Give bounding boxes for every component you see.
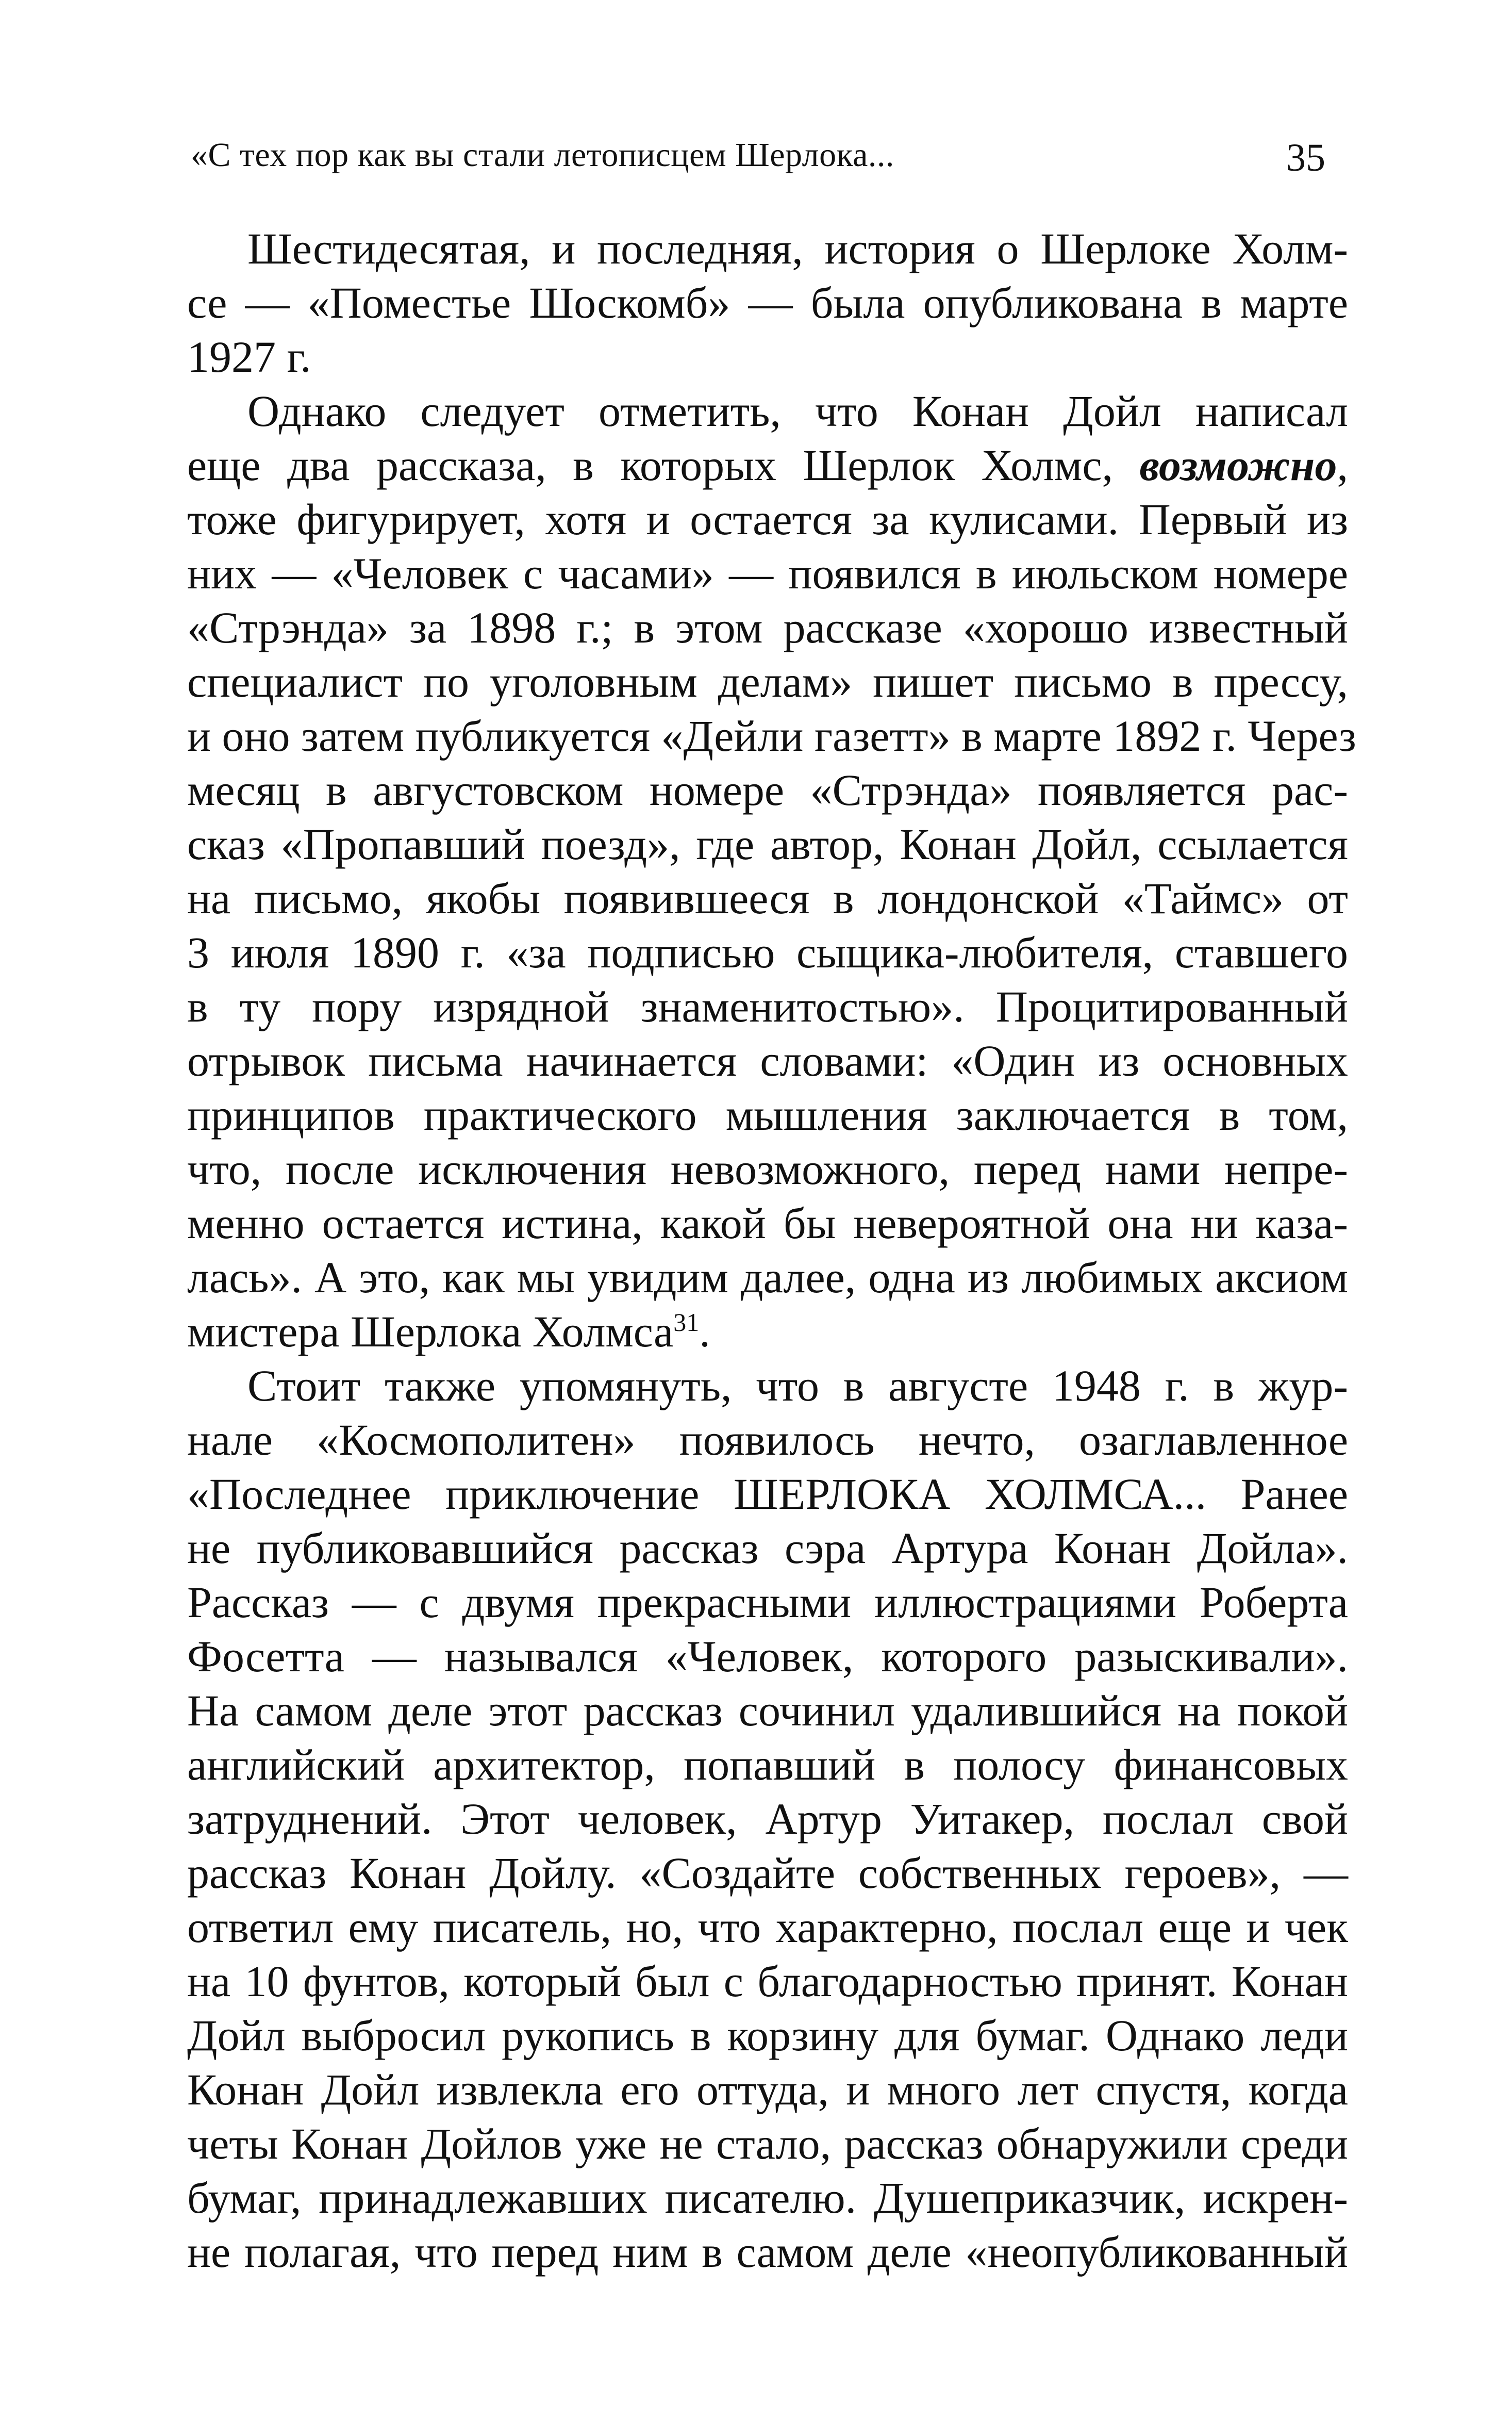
text-line: 1927 г. bbox=[187, 332, 311, 382]
text-line: них — «Человек с часами» — появился в июльском номере bbox=[187, 549, 1348, 598]
text-line: и оно затем публикуется «Дейли газетт» в марте 1892 г. Через bbox=[187, 711, 1356, 761]
text-line: «Последнее приключение ШЕРЛОКА ХОЛМСА... Ранее bbox=[187, 1469, 1348, 1519]
text-line: На самом деле этот рассказ сочинил удалившийся на покой bbox=[187, 1686, 1348, 1735]
text-line: Стоит также упомянуть, что в августе 1948 г. в жур- bbox=[247, 1361, 1348, 1410]
text-line: рассказ Конан Дойлу. «Создайте собственных героев», — bbox=[187, 1848, 1348, 1898]
text-line: в ту пору изрядной знаменитостью». Процитированный bbox=[187, 982, 1348, 1031]
text-line: не полагая, что перед ним в самом деле «неопубликованный bbox=[187, 2227, 1348, 2277]
emphasis-trailing: , bbox=[1337, 440, 1348, 490]
text-line: сказ «Пропавший поезд», где автор, Конан Дойл, ссылается bbox=[187, 819, 1348, 869]
footnote-trailing: . bbox=[699, 1307, 710, 1356]
text-line: тоже фигурирует, хотя и остается за кулисами. Первый из bbox=[187, 495, 1348, 544]
text-line: четы Конан Дойлов уже не стало, рассказ обнаружили среди bbox=[187, 2119, 1348, 2168]
emphasis-word: возможно bbox=[1139, 440, 1337, 490]
text-line: на письмо, якобы появившееся в лондонской «Таймс» от bbox=[187, 874, 1348, 923]
text-line: месяц в августовском номере «Стрэнда» появляется рас- bbox=[187, 765, 1348, 815]
text-line: ответил ему писатель, но, что характерно, послал еще и чек bbox=[187, 1902, 1348, 1952]
text-line: не публиковавшийся рассказ сэра Артура Конан Дойла». bbox=[187, 1523, 1348, 1573]
page-number: 35 bbox=[1286, 136, 1325, 179]
text-line: специалист по уголовным делам» пишет письмо в прессу, bbox=[187, 657, 1348, 706]
running-head: «С тех пор как вы стали летописцем Шерлока... bbox=[191, 136, 894, 174]
footnote-marker: 31 bbox=[673, 1308, 700, 1337]
text-line: 3 июля 1890 г. «за подписью сыщика-любителя, ставшего bbox=[187, 928, 1348, 977]
text-line bbox=[187, 1305, 1348, 1359]
text-line: «Стрэнда» за 1898 г.; в этом рассказе «хорошо известный bbox=[187, 603, 1348, 652]
text-line: Конан Дойл извлекла его оттуда, и много лет спустя, когда bbox=[187, 2065, 1348, 2114]
text-line: Рассказ — с двумя прекрасными иллюстрациями Роберта bbox=[187, 1577, 1348, 1627]
text-line: отрывок письма начинается словами: «Один из основных bbox=[187, 1036, 1348, 1085]
text-line-lead: еще два рассказа, в которых Шерлок Холмс, bbox=[187, 440, 1114, 490]
text-line: английский архитектор, попавший в полосу финансовых bbox=[187, 1740, 1348, 1789]
text-line: се — «Поместье Шоскомб» — была опубликована в марте bbox=[187, 278, 1348, 327]
text-line: лась». А это, как мы увидим далее, одна из любимых аксиом bbox=[187, 1253, 1348, 1302]
text-line-lead: мистера Шерлока Холмса bbox=[187, 1307, 674, 1356]
text-line: что, после исключения невозможного, перед нами непре- bbox=[187, 1144, 1348, 1194]
text-line: Однако следует отметить, что Конан Дойл написал bbox=[247, 386, 1348, 436]
text-line: принципов практического мышления заключается в том, bbox=[187, 1090, 1348, 1140]
text-line: Фосетта — назывался «Человек, которого разыскивали». bbox=[187, 1632, 1348, 1681]
text-line: Дойл выбросил рукопись в корзину для бумаг. Однако леди bbox=[187, 2011, 1348, 2060]
body-text bbox=[187, 222, 1356, 2279]
text-line: нале «Космополитен» появилось нечто, озаглавленное bbox=[187, 1415, 1348, 1465]
text-line: менно остается истина, какой бы невероятной она ни каза- bbox=[187, 1198, 1348, 1248]
text-line bbox=[187, 438, 1348, 492]
text-line: затруднений. Этот человек, Артур Уитакер, послал свой bbox=[187, 1794, 1348, 1844]
text-line: бумаг, принадлежавших писателю. Душеприказчик, искрен- bbox=[187, 2173, 1348, 2223]
text-line: Шестидесятая, и последняя, история о Шерлоке Холм- bbox=[247, 224, 1348, 273]
text-line: на 10 фунтов, который был с благодарностью принят. Конан bbox=[187, 1956, 1348, 2006]
